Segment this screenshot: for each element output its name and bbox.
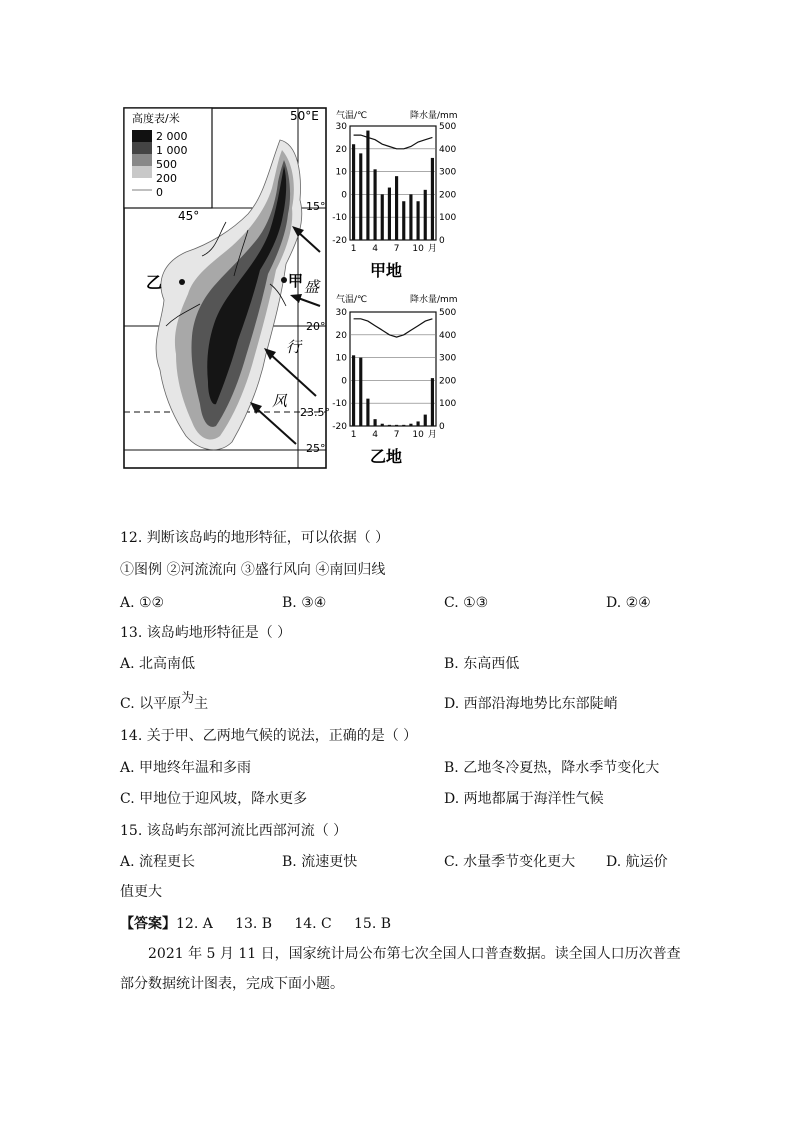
wind-char-2: 行 — [286, 338, 302, 356]
yi-caption: 乙地 — [370, 447, 403, 466]
lat-20-label: 20° — [306, 320, 326, 333]
jia-precip-bar — [431, 158, 434, 240]
q12-option-b: B. ③④ — [282, 595, 327, 611]
jia-precip-tick: 0 — [439, 236, 445, 246]
legend-level-1: 1 000 — [156, 144, 188, 157]
yi-precip-bar — [374, 419, 377, 426]
legend-swatch-2000 — [132, 130, 152, 142]
yi-month-tick: 10 — [412, 430, 424, 440]
jia-precip-bar — [395, 176, 398, 240]
jia-precip-bars — [352, 131, 434, 240]
q14-option-c: C. 甲地位于迎风坡，降水更多 — [120, 791, 308, 807]
q13-option-a: A. 北高南低 — [120, 656, 196, 672]
jia-temp-tick: 20 — [335, 144, 347, 155]
figure — [120, 104, 470, 474]
legend-level-0: 2 000 — [156, 130, 188, 143]
yi-temp-tick: 10 — [335, 353, 347, 364]
q12-option-c: C. ①③ — [444, 595, 489, 611]
jia-left-unit: 气温/℃ — [336, 111, 368, 121]
q13-option-b: B. 东高西低 — [444, 656, 520, 672]
jia-month-tick: 4 — [372, 244, 378, 254]
jia-month-tick: 月 — [427, 244, 437, 254]
yi-precip-bar — [388, 425, 391, 426]
q12-option-d: D. ②④ — [606, 595, 651, 611]
jia-temp-line — [354, 135, 433, 149]
q15-option-d-line1: D. 航运价 — [606, 854, 668, 870]
yi-precip-bar — [417, 421, 420, 426]
q15-stem: 15. 该岛屿东部河流比西部河流（ ） — [120, 823, 348, 839]
lat-23-label: 23.5° — [300, 406, 330, 419]
yi-month-tick: 7 — [393, 430, 400, 440]
jia-precip-bar — [409, 194, 412, 240]
jia-temp-tick: 30 — [335, 122, 347, 132]
jia-month-tick: 1 — [350, 244, 357, 254]
jia-gridlines — [350, 149, 436, 217]
answer-text: 12. A 13. B 14. C 15. B — [176, 916, 392, 932]
lon-50-label: 50°E — [290, 109, 319, 123]
yi-temp-tick: 30 — [335, 308, 347, 318]
jia-precip-bar — [388, 188, 391, 240]
lat-15-label: 15° — [306, 200, 326, 213]
yi-ticks — [332, 308, 456, 440]
legend-swatch-500 — [132, 154, 152, 166]
legend-level-4: 0 — [156, 186, 163, 199]
yi-gridlines — [350, 335, 436, 403]
q14-option-d: D. 两地都属于海洋性气候 — [444, 791, 604, 807]
yi-precip-bar — [352, 355, 355, 426]
yi-precip-tick: 200 — [439, 376, 457, 387]
jia-precip-bar — [352, 144, 355, 240]
jia-caption: 甲地 — [370, 261, 403, 280]
climate-chart-yi — [332, 293, 457, 466]
yi-precip-tick: 100 — [439, 399, 457, 410]
yi-precip-bar — [395, 425, 398, 426]
answer-label: 【答案】 — [120, 916, 176, 932]
lon-45-label: 45° — [178, 209, 200, 223]
yi-left-unit: 气温/℃ — [336, 295, 368, 305]
place-jia-label: 甲 — [288, 272, 304, 290]
jia-precip-bar — [424, 190, 427, 240]
intro-line-2: 部分数据统计图表，完成下面小题。 — [120, 976, 344, 992]
lat-25-label: 25° — [306, 442, 326, 455]
q14-option-a: A. 甲地终年温和多雨 — [120, 760, 252, 776]
yi-precip-bar — [424, 415, 427, 426]
jia-precip-tick: 400 — [439, 144, 457, 155]
yi-precip-bar — [409, 424, 412, 426]
jia-month-tick: 10 — [412, 244, 424, 254]
jia-precip-tick: 100 — [439, 213, 457, 224]
jia-temp-tick: 0 — [341, 190, 347, 201]
legend-swatch-1000 — [132, 142, 152, 154]
q13-option-c-sup: 为 — [181, 691, 195, 706]
figure-svg — [120, 104, 470, 474]
yi-precip-bar — [381, 424, 384, 426]
intro-line-1: 2021 年 5 月 11 日，国家统计局公布第七次全国人口普查数据。读全国人口历次普查 — [148, 946, 681, 962]
climate-chart-jia — [332, 109, 457, 280]
q15-option-d-line2: 值更大 — [120, 884, 162, 900]
q13-stem: 13. 该岛屿地形特征是（ ） — [120, 625, 292, 641]
yi-precip-bar — [366, 399, 369, 426]
yi-temp-line — [354, 319, 433, 337]
yi-precip-tick: 500 — [439, 308, 457, 318]
q13-option-c-post: 主 — [194, 696, 209, 712]
yi-precip-tick: 300 — [439, 353, 457, 364]
q14-stem: 14. 关于甲、乙两地气候的说法，正确的是（ ） — [120, 728, 418, 744]
legend-level-3: 200 — [156, 172, 177, 185]
yi-precip-bar — [402, 425, 405, 426]
legend-swatch-200 — [132, 166, 152, 178]
jia-temp-tick: 10 — [335, 167, 347, 178]
jia-precip-tick: 500 — [439, 122, 457, 132]
jia-precip-bar — [381, 194, 384, 240]
jia-precip-bar — [417, 201, 420, 240]
jia-precip-tick: 200 — [439, 190, 457, 201]
yi-precip-tick: 400 — [439, 330, 457, 341]
jia-precip-tick: 300 — [439, 167, 457, 178]
yi-month-tick: 1 — [350, 430, 357, 440]
jia-plot-frame — [350, 126, 436, 240]
yi-month-tick: 月 — [427, 430, 437, 440]
yi-precip-bar — [431, 378, 434, 426]
jia-precip-bar — [366, 131, 369, 240]
yi-precip-bars — [352, 355, 434, 426]
q15-option-a: A. 流程更长 — [120, 854, 196, 870]
q15-option-c: C. 水量季节变化更大 — [444, 854, 576, 870]
jia-precip-bar — [359, 153, 362, 240]
q13-option-c — [120, 691, 209, 715]
yi-temp-tick: 0 — [341, 376, 347, 387]
q14-option-b: B. 乙地冬冷夏热，降水季节变化大 — [444, 760, 660, 776]
point-jia — [281, 277, 287, 283]
jia-ticks — [332, 122, 456, 254]
jia-temp-tick: -20 — [332, 236, 347, 246]
q13-option-d: D. 西部沿海地势比东部陡峭 — [444, 696, 618, 712]
yi-temp-tick: -20 — [332, 422, 347, 432]
jia-precip-bar — [374, 169, 377, 240]
jia-month-tick: 7 — [393, 244, 400, 254]
yi-precip-tick: 0 — [439, 422, 445, 432]
legend-level-2: 500 — [156, 158, 177, 171]
island-map — [124, 108, 330, 468]
yi-precip-bar — [359, 358, 362, 426]
q15-option-b: B. 流速更快 — [282, 854, 358, 870]
q12-stem: 12. 判断该岛屿的地形特征，可以依据（ ） — [120, 530, 390, 546]
wind-char-1: 盛 — [304, 278, 320, 296]
jia-precip-bar — [402, 201, 405, 240]
yi-month-tick: 4 — [372, 430, 378, 440]
q13-option-c-pre: C. 以平原 — [120, 696, 182, 712]
jia-right-unit: 降水量/mm — [410, 111, 458, 121]
yi-right-unit: 降水量/mm — [410, 295, 458, 305]
q12-option-a: A. ①② — [120, 595, 165, 611]
point-yi — [179, 279, 185, 285]
q12-items: ①图例 ②河流流向 ③盛行风向 ④南回归线 — [120, 562, 386, 578]
yi-plot-frame — [350, 312, 436, 426]
place-yi-label: 乙 — [146, 273, 163, 292]
yi-temp-tick: 20 — [335, 330, 347, 341]
wind-char-3: 风 — [272, 392, 288, 410]
legend-title: 高度表/米 — [132, 112, 180, 125]
yi-temp-tick: -10 — [332, 399, 347, 410]
answer-line — [120, 914, 391, 934]
jia-temp-tick: -10 — [332, 213, 347, 224]
